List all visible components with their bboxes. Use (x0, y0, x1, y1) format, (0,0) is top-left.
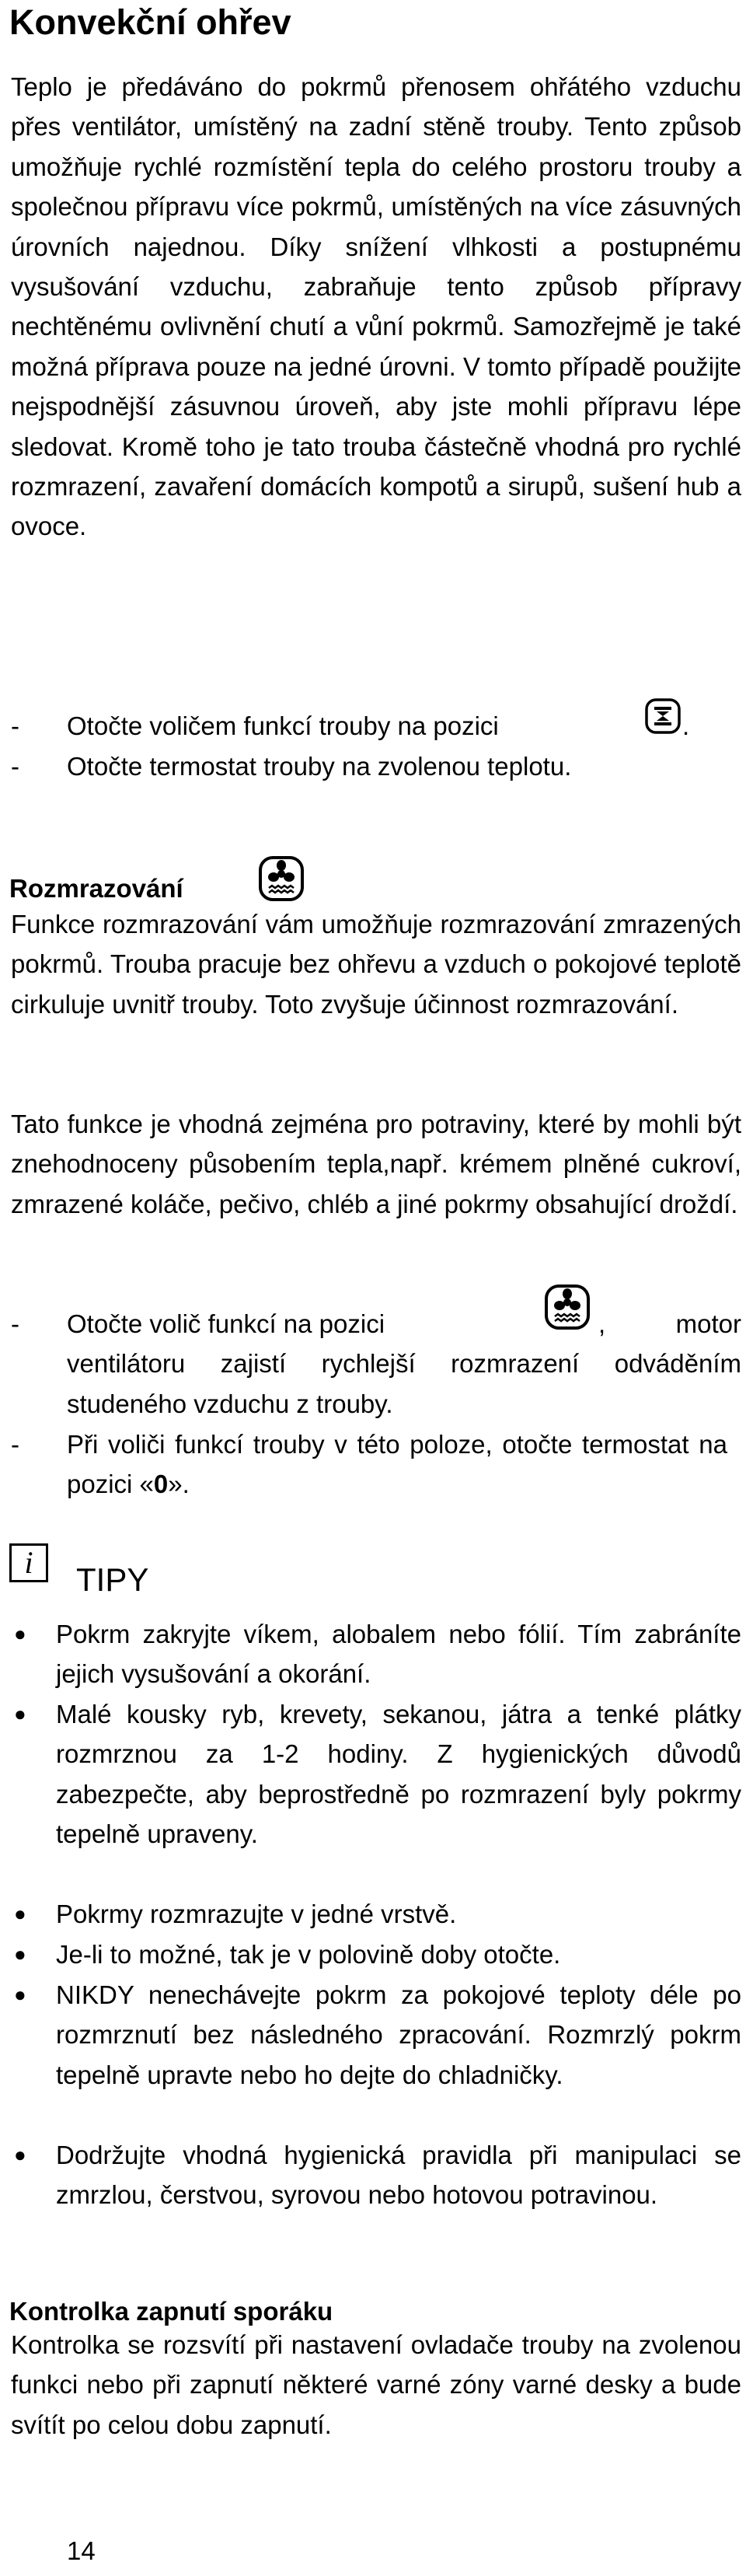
bullet-icon: ● (14, 1983, 26, 2006)
defrost-step-2-text-a: Při voliči funkcí trouby v této poloze, otočte termostat na pozici « (67, 1430, 727, 1499)
dash-marker: - (11, 1430, 19, 1459)
convection-paragraph: Teplo je předáváno do pokrmů přenosem ohřátého vzduchu přes ventilátor, umístěný na zadní stěně trouby. Tento způsob umožňuje rychlé rozmístění tepla do celého prostoru trouby a společnou přípravu více pokrmů, umístěných na více zásuvných úrovních najednou. Díky snížení vlhkosti a postupnému vysušování vzduchu, zabraňuje tento způsob přípravy nechtěnému ovlivnění chutí a vůní pokrmů. Samozřejmě je také možná příprava pouze na jedné úrovni. V tomto případě použijte nejspodnější zásuvnou úroveň, aby jste mohli přípravu lépe sledovat. Kromě toho je tato trouba částečně vhodná pro rychlé rozmrazení, zavaření domácích kompotů a sirupů, sušení hub a ovoce. (11, 72, 741, 541)
tips-heading: TIPY (76, 1561, 149, 1598)
defrost-heading: Rozmrazování (9, 874, 183, 903)
dash-marker: - (11, 752, 19, 781)
defrost-step-1-text-b: , motor ventilátoru zajistí rychlejší rozmrazení odváděním studeného vzduchu z trouby. (67, 1309, 741, 1418)
tip-item (0, 1935, 746, 1975)
tip-item (0, 1894, 746, 1935)
tip-item (0, 1975, 746, 2135)
tip-text: Pokrm zakryjte víkem, alobalem nebo fólií. Tím zabráníte jejich vysušování a okorání. (56, 1620, 741, 1689)
info-icon-letter: i (24, 1545, 33, 1580)
convection-fan-icon (645, 698, 681, 734)
defrost-paragraph-2: Tato funkce je vhodná zejména pro potraviny, které by mohli být znehodnoceny působením tepla,např. krémem plněné cukroví, zmrazené koláče, pečivo, chléb a jiné pokrmy obsahující droždí. (11, 1110, 741, 1218)
convection-step-2-text: Otočte termostat trouby na zvolenou teplotu. (67, 752, 572, 781)
info-icon (9, 1543, 48, 1582)
bullet-icon: ● (14, 1622, 26, 1645)
defrost-step-2-text (67, 1424, 727, 1505)
indicator-paragraph: Kontrolka se rozsvítí při nastavení ovladače trouby na zvolenou funkci nebo při zapnutí některé varné zóny varné desky a bude svítít po celou dobu zapnutí. (11, 2330, 741, 2439)
convection-step-1-text: Otočte voličem funkcí trouby na pozici (67, 711, 499, 740)
indicator-heading: Kontrolka zapnutí sporáku (9, 2297, 333, 2326)
tip-text: Pokrmy rozmrazujte v jedné vrstvě. (56, 1900, 457, 1928)
tip-text: Malé kousky ryb, krevety, sekanou, játra a tenké plátky rozmrznou za 1-2 hodiny. Z hygienických důvodů zabezpečte, aby beprostředně po rozmrazení byly pokrmy tepelně upraveny. (56, 1700, 741, 1849)
defrost-paragraph-1: Funkce rozmrazování vám umožňuje rozmrazování zmrazených pokrmů. Trouba pracuje bez ohřevu a vzduch o pokojové teplotě cirkuluje uvnitř trouby. Toto zvyšuje účinnost rozmrazování. (11, 910, 741, 1019)
defrost-step-1-text-a: Otočte volič funkcí na pozici (67, 1309, 385, 1338)
defrost-step-2-zero: 0 (153, 1470, 169, 1499)
tip-text: NIKDY nenechávejte pokrm za pokojové teploty déle po rozmrznutí bez následného zpracování. Rozmrzlý pokrm tepelně upravte nebo ho dejte do chladničky. (56, 1980, 741, 2089)
convection-step-2 (0, 746, 746, 827)
page-title: Konvekční ohřev (9, 2, 291, 42)
tip-text: Dodržujte vhodná hygienická pravidla při manipulaci se zmrzlou, čerstvou, syrovou nebo hotovou potravinou. (56, 2141, 741, 2210)
tip-text: Je-li to možné, tak je v polovině doby otočte. (56, 1940, 561, 1969)
defrost-fan-icon (258, 855, 305, 902)
defrost-step-1 (0, 1304, 746, 1424)
bullet-icon: ● (14, 2143, 26, 2166)
defrost-step-2 (0, 1424, 746, 1505)
dash-marker: - (11, 711, 19, 740)
bullet-icon: ● (14, 1942, 26, 1966)
tip-item (0, 1614, 746, 1694)
bullet-icon: ● (14, 1702, 26, 1725)
bullet-icon: ● (14, 1902, 26, 1925)
dash-marker: - (11, 1309, 19, 1338)
convection-step-1-end: . (682, 711, 690, 740)
page-number: 14 (67, 2536, 96, 2565)
convection-step-1 (0, 706, 746, 746)
defrost-step-2-text-b: ». (168, 1470, 190, 1499)
tip-item (0, 1694, 746, 1894)
tip-item (0, 2135, 746, 2256)
